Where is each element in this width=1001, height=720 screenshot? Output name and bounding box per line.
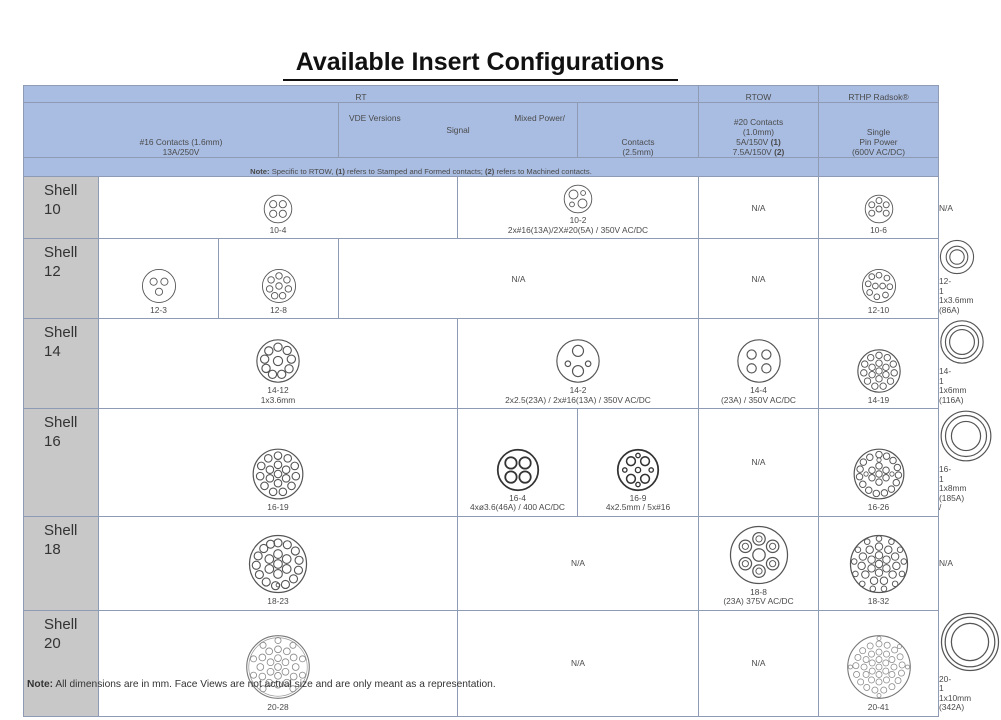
header-contacts20-line4-text: 7.5A/150V: [732, 147, 772, 157]
insert-10-6-face-icon: [864, 194, 894, 224]
insert-12-10-face-icon: [861, 268, 897, 304]
caption-10-6: 10-6: [870, 224, 887, 235]
header-vde-mixed: [339, 103, 578, 158]
header-row-contacts: [24, 103, 939, 158]
cell-20-na-vde: N/A: [458, 610, 699, 716]
footnote-text: All dimensions are in mm. Face Views are not actual size and are only meant as a representation.: [55, 679, 496, 690]
cell-20-na-contacts: N/A: [699, 610, 819, 716]
caption-14-2: [458, 386, 698, 408]
title-underline: [283, 79, 678, 81]
cell-12-10: [819, 239, 939, 319]
shell-label: Shell: [44, 244, 78, 261]
shell-10-label: [24, 177, 99, 239]
row-shell-20: [24, 610, 939, 716]
cell-16-na-contacts: N/A: [699, 409, 819, 517]
insert-16-26-face-icon: [852, 447, 906, 501]
header-vde: VDE Versions: [349, 113, 401, 123]
caption-16-26: 16-26: [867, 502, 890, 512]
cell-12-na-contacts: N/A: [699, 239, 819, 319]
cell-18-32: [819, 516, 939, 610]
cell-12-3: [99, 239, 219, 319]
insert-20-1-face-icon: [939, 611, 1001, 673]
header-signal: Signal: [446, 125, 470, 135]
header-contacts25: [578, 103, 699, 158]
insert-18-32-face-icon: [848, 533, 910, 595]
insert-16-1-face-icon: [939, 409, 993, 463]
header-row-families: [24, 86, 939, 103]
header-note-ref2: (2): [485, 167, 495, 176]
caption-10-4: 10-4: [269, 224, 287, 235]
caption-14-2-code: 14-2: [569, 385, 587, 395]
shell-label: Shell: [44, 324, 78, 341]
caption-16-1-spec: 1x8mm (185A) /: [939, 483, 967, 512]
header-row-note: [24, 158, 939, 177]
shell-number: 12: [44, 263, 61, 280]
insert-18-8-face-icon: [728, 524, 790, 586]
caption-16-9-spec: 4x2.5mm / 5x#16: [605, 502, 671, 512]
header-rt: RT: [24, 86, 699, 103]
shell-12-label: [24, 239, 99, 319]
cell-14-4: [699, 319, 819, 409]
header-note-empty: [819, 158, 939, 177]
cell-14-12: [99, 319, 458, 409]
caption-14-4: [699, 386, 818, 408]
shell-label: Shell: [44, 615, 78, 633]
caption-12-1-code: 12-1: [939, 276, 952, 296]
row-shell-14: [24, 319, 939, 409]
header-note: [24, 158, 819, 177]
cell-10-4: [99, 177, 458, 239]
footnote-label: Note:: [27, 679, 54, 690]
header-contacts20-line3: [699, 137, 818, 147]
shell-14-label: [24, 319, 99, 409]
caption-18-8-spec: (23A) 375V AC/DC: [723, 596, 794, 606]
caption-14-12-spec: 1x3.6mm: [260, 394, 296, 405]
cell-20-28: [99, 610, 458, 716]
cell-18-8: [699, 516, 819, 610]
insert-14-12-face-icon: [255, 338, 301, 384]
header-contacts20-line3-text: 5A/150V: [736, 137, 769, 147]
header-single-line3: (600V AC/DC): [851, 147, 906, 157]
header-contacts20-line4: [699, 147, 818, 157]
shell-label: Shell: [44, 182, 78, 199]
row-shell-12: [24, 239, 939, 319]
shell-number: 20: [44, 634, 61, 652]
header-contacts25-line1: Contacts: [621, 137, 655, 147]
caption-12-1-spec: 1x3.6mm (86A): [939, 295, 974, 315]
header-contacts20: [699, 103, 819, 158]
insert-12-8-face-icon: [261, 268, 297, 304]
caption-14-12-code: 14-12: [267, 385, 289, 395]
row-shell-18: Shell 18 18-23 N/A 18-8 (23A) 375V AC/DC 18-32 N/A: [24, 516, 939, 610]
caption-18-32: 18-32: [867, 596, 890, 606]
caption-18-8: [699, 588, 818, 610]
header-contacts16-line1: #16 Contacts (1.6mm): [139, 137, 223, 147]
cell-12-8: [219, 239, 339, 319]
caption-16-4-spec: 4xø3.6(46A) / 400 AC/DC: [470, 502, 565, 512]
header-note-text-c: refers to Machined contacts.: [496, 167, 592, 176]
header-single-pin: [819, 103, 939, 158]
header-contacts20-line3-ref: (1): [770, 137, 781, 147]
caption-18-8-code: 18-8: [750, 586, 767, 597]
insert-20-41-face-icon: [845, 633, 913, 701]
header-single-line1: Single: [866, 127, 891, 137]
caption-10-2: [458, 216, 698, 238]
caption-10-2-spec: 2x#16(13A)/2X#20(5A) / 350V AC/DC: [507, 224, 649, 235]
caption-16-4-code: 16-4: [509, 492, 526, 503]
row-shell-10: Shell 10 10-4 10-2 2x#16(13A)/2X#20(5A) / 350V AC/DC N/A 10-6 N/A: [24, 177, 939, 239]
cell-12-na-vde: N/A: [339, 239, 699, 319]
header-rthp: RTHP Radsok®: [819, 86, 939, 103]
caption-14-2-spec: 2x2.5(23A) / 2x#16(13A) / 350V AC/DC: [505, 394, 651, 405]
cell-14-19: [819, 319, 939, 409]
caption-20-41: 20-41: [867, 702, 890, 712]
insert-16-4-face-icon: [496, 448, 540, 492]
shell-number: 14: [44, 343, 61, 360]
cell-16-9: [578, 409, 699, 517]
header-note-ref1: (1): [335, 167, 345, 176]
caption-14-4-spec: (23A) / 350V AC/DC: [721, 394, 796, 405]
page-title: Available Insert Configurations: [295, 48, 665, 76]
cell-10-na-contacts: N/A: [699, 177, 819, 239]
shell-label: Shell: [44, 521, 78, 539]
insert-10-4-face-icon: [263, 194, 293, 224]
header-note-text-a: Specific to RTOW,: [271, 167, 334, 176]
shell-20-label: [24, 610, 99, 716]
shell-18-label: [24, 516, 99, 610]
header-contacts16: [24, 103, 339, 158]
caption-16-9: [578, 494, 698, 516]
cell-18-23: [99, 516, 458, 610]
header-contacts25-line2: (2.5mm): [622, 147, 654, 157]
shell-16-label: [24, 409, 99, 517]
insert-10-2-face-icon: [563, 184, 593, 214]
cell-16-4: [458, 409, 578, 517]
cell-16-19: [99, 409, 458, 517]
header-rtow: RTOW: [699, 86, 819, 103]
cell-18-na-vde: N/A: [458, 516, 699, 610]
insert-12-3-face-icon: [141, 268, 177, 304]
shell-label: Shell: [44, 414, 78, 431]
insert-16-19-face-icon: [251, 447, 305, 501]
shell-number: 10: [44, 201, 61, 218]
header-contacts16-line2: 13A/250V: [162, 147, 200, 157]
insert-18-23-face-icon: [247, 533, 309, 595]
caption-20-1-code: 20-1: [939, 673, 952, 693]
row-shell-16: [24, 409, 939, 517]
header-note-label: Note:: [250, 167, 270, 176]
caption-12-10: 12-10: [867, 304, 890, 315]
cell-10-2: [458, 177, 699, 239]
caption-14-1-spec: 1x6mm (116A): [939, 385, 967, 405]
caption-20-28: 20-28: [267, 702, 289, 712]
caption-16-19: 16-19: [267, 502, 289, 512]
header-contacts20-line1: #20 Contacts: [733, 117, 784, 127]
caption-12-8: 12-8: [270, 304, 287, 315]
cell-10-6: [819, 177, 939, 239]
header-note-text-b: refers to Stamped and Formed contacts;: [346, 167, 483, 176]
shell-number: 16: [44, 433, 61, 450]
header-single-line2: Pin Power: [859, 137, 898, 147]
caption-16-1-code: 16-1: [939, 464, 952, 484]
header-contacts20-line2: (1.0mm): [742, 127, 775, 137]
cell-20-41: [819, 610, 939, 716]
caption-16-4: [458, 494, 577, 516]
insert-12-1-face-icon: [939, 239, 975, 275]
header-mixed: Mixed Power/: [514, 113, 565, 123]
insert-configurations-table: [23, 85, 974, 717]
caption-14-1-code: 14-1: [939, 366, 952, 386]
insert-14-19-face-icon: [856, 348, 902, 394]
insert-14-4-face-icon: [736, 338, 782, 384]
caption-10-2-code: 10-2: [569, 215, 587, 225]
caption-20-1-spec: 1x10mm (342A): [939, 692, 972, 712]
caption-12-3: 12-3: [150, 304, 167, 315]
insert-14-2-face-icon: [555, 338, 601, 384]
caption-14-19: 14-19: [867, 394, 890, 405]
shell-number: 18: [44, 540, 61, 558]
caption-14-12: [99, 386, 457, 408]
caption-18-23: 18-23: [267, 596, 289, 606]
footnote: [27, 679, 496, 690]
cell-14-2: [458, 319, 699, 409]
caption-16-9-code: 16-9: [629, 492, 647, 503]
insert-20-28-face-icon: [244, 633, 312, 701]
cell-16-26: [819, 409, 939, 517]
insert-16-9-face-icon: [616, 448, 660, 492]
insert-14-1-face-icon: [939, 319, 985, 365]
caption-14-4-code: 14-4: [750, 385, 767, 395]
header-contacts20-line4-ref: (2): [774, 147, 785, 157]
